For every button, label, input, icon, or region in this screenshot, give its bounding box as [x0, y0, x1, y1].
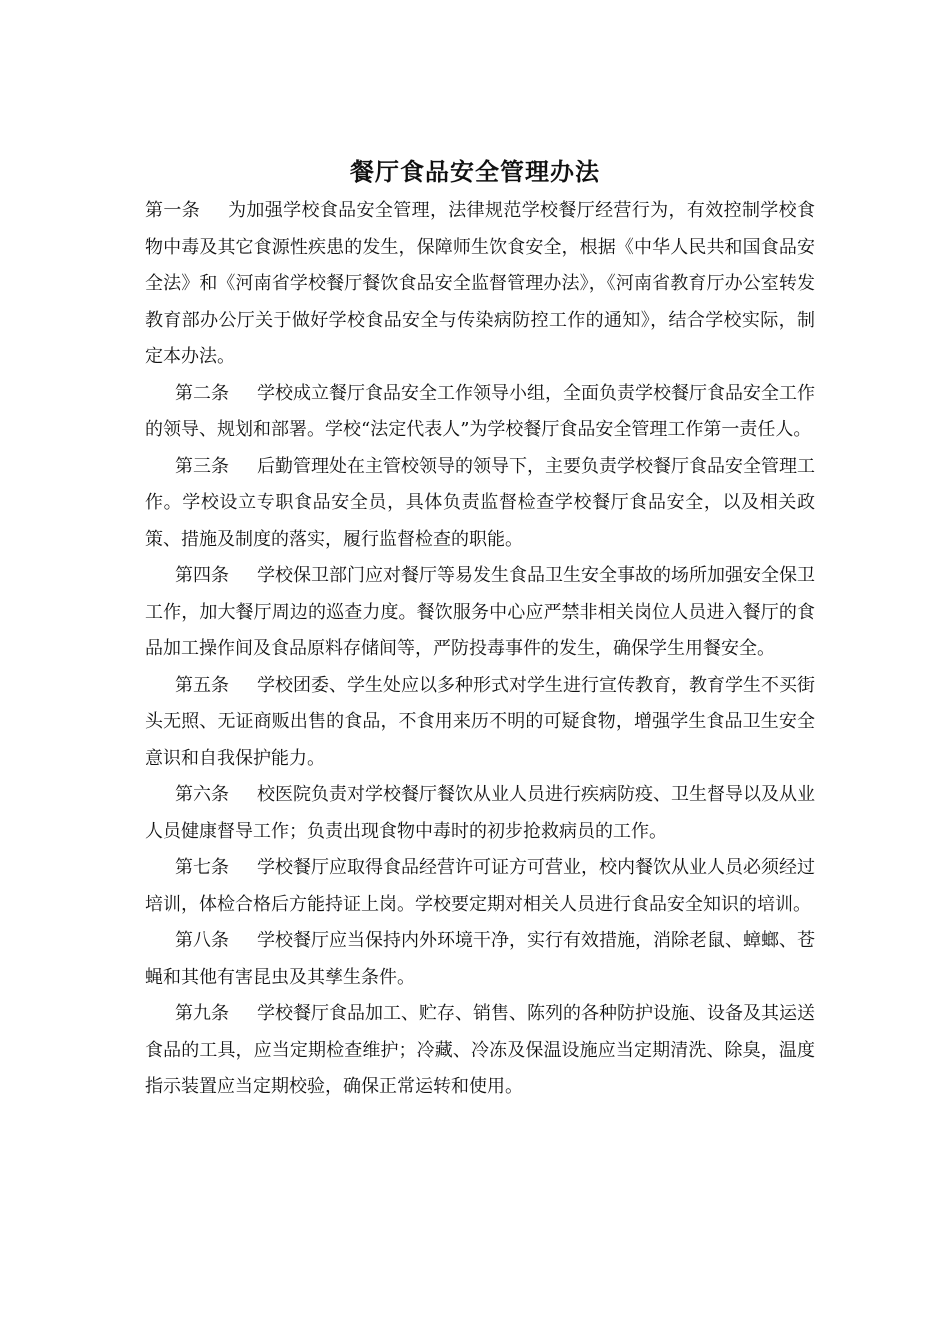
article-label: 第五条 — [175, 674, 229, 696]
article-9 — [145, 996, 815, 1106]
article-label: 第四条 — [175, 565, 229, 586]
article-text: 后勤管理处在主管校领导的领导下，主要负责学校餐厅食品安全管理工作。学校设立专职食品安全员，具体负责监督检查学校餐厅食品安全，以及相关政策、措施及制度的落实，履行监督检查的职能。 — [145, 455, 815, 550]
article-text: 为加强学校食品安全管理，法律规范学校餐厅经营行为，有效控制学校食物中毒及其它食源性疾患的发生，保障师生饮食安全，根据《中华人民共和国食品安全法》和《河南省学校餐厅餐饮食品安全监督管理办法》，《河南省教育厅办公室转发教育部办公厅关于做好学校食品安全与传染病防控工作的通知》，结合学校实际，制定本办法。 — [145, 200, 816, 367]
article-7 — [145, 850, 815, 923]
article-text: 校医院负责对学校餐厅餐饮从业人员进行疾病防疫、卫生督导以及从业人员健康督导工作；负责出现食物中毒时的初步抢救病员的工作。 — [145, 784, 815, 842]
article-label: 第九条 — [175, 1003, 229, 1024]
article-label: 第一条 — [145, 200, 201, 221]
article-label: 第三条 — [175, 455, 229, 477]
document-title: 餐厅食品安全管理办法 — [350, 158, 600, 186]
article-text: 学校餐厅应当保持内外环境干净，实行有效措施，消除老鼠、蟑螂、苍蝇和其他有害昆虫及其孳生条件。 — [145, 930, 815, 988]
article-text: 学校餐厅应取得食品经营许可证方可营业，校内餐饮从业人员必须经过培训，体检合格后方能持证上岗。学校要定期对相关人员进行食品安全知识的培训。 — [145, 857, 815, 915]
article-8 — [145, 923, 815, 996]
article-5 — [145, 668, 815, 778]
article-label: 第二条 — [175, 382, 229, 404]
article-label: 第六条 — [175, 784, 229, 805]
article-label: 第七条 — [175, 857, 229, 878]
article-text: 学校成立餐厅食品安全工作领导小组，全面负责学校餐厅食品安全工作的领导、规划和部署。学校“法定代表人”为学校餐厅食品安全管理工作第一责任人。 — [145, 382, 815, 440]
article-text: 学校团委、学生处应以多种形式对学生进行宣传教育，教育学生不买街头无照、无证商贩出售的食品，不食用来历不明的可疑食物，增强学生食品卫生安全意识和自我保护能力。 — [145, 674, 815, 769]
article-text: 学校餐厅食品加工、贮存、销售、陈列的各种防护设施、设备及其运送食品的工具，应当定期检查维护；冷藏、冷冻及保温设施应当定期清洗、除臭，温度指示装置应当定期校验，确保正常运转和使用。 — [145, 1003, 815, 1097]
article-1 — [145, 193, 815, 376]
article-6 — [145, 777, 815, 850]
article-3 — [145, 449, 815, 559]
article-text: 学校保卫部门应对餐厅等易发生食品卫生安全事故的场所加强安全保卫工作，加大餐厅周边的巡查力度。餐饮服务中心应严禁非相关岗位人员进入餐厅的食品加工操作间及食品原料存储间等，严防投毒事件的发生，确保学生用餐安全。 — [145, 565, 815, 659]
article-2 — [145, 376, 815, 449]
article-4 — [145, 558, 815, 668]
document-body — [145, 193, 815, 1106]
article-label: 第八条 — [175, 930, 229, 951]
